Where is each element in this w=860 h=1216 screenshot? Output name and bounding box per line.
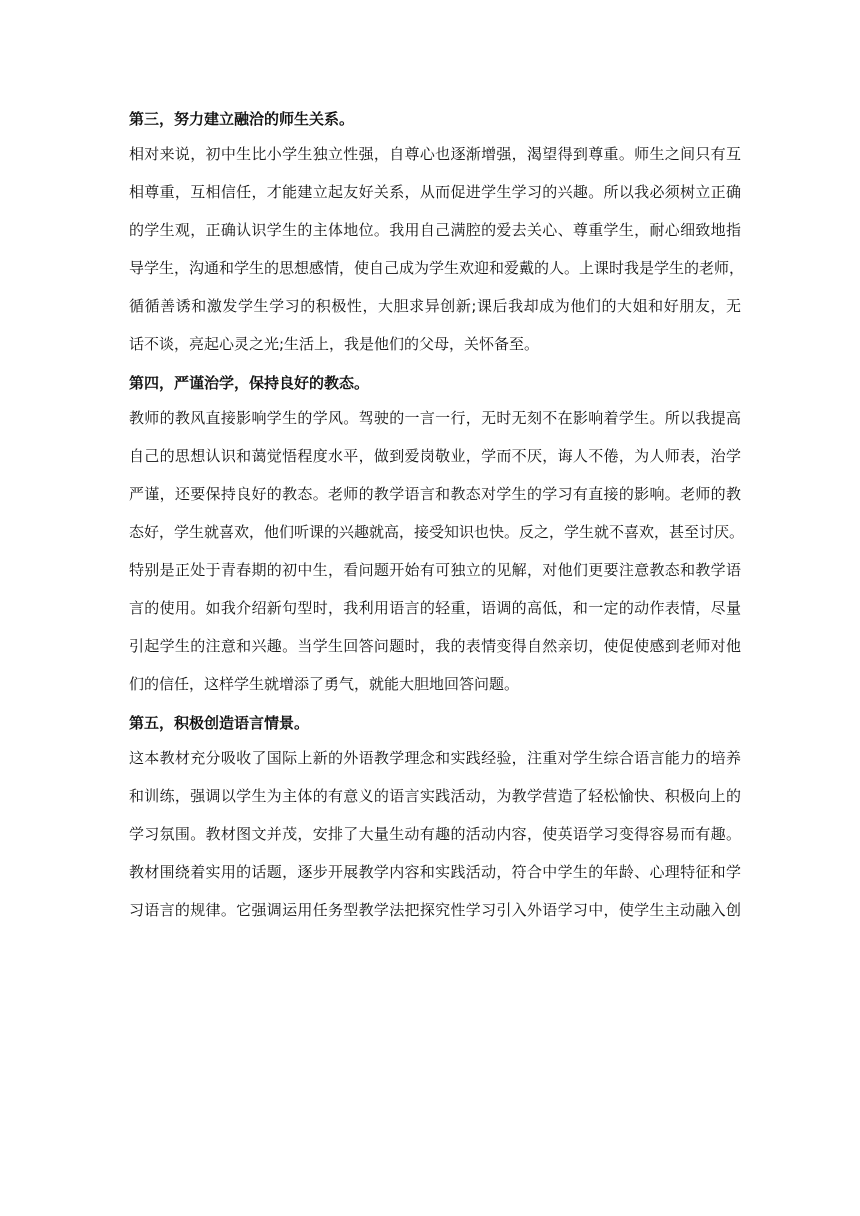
paragraph-line: 教材围绕着实用的话题，逐步开展教学内容和实践活动，符合中学生的年龄、心理特征和学 (129, 863, 741, 881)
paragraph-line: 引起学生的注意和兴趣。当学生回答问题时，我的表情变得自然亲切，使促使感到老师对他 (129, 637, 741, 655)
paragraph-line: 学习氛围。教材图文并茂，安排了大量生动有趣的活动内容，使英语学习变得容易而有趣。 (129, 825, 741, 843)
section-paragraph (129, 144, 745, 354)
paragraph-line: 态好，学生就喜欢，他们听课的兴趣就高，接受知识也快。反之，学生就不喜欢，甚至讨厌。 (129, 523, 745, 541)
section-3 (129, 108, 745, 354)
section-paragraph (129, 748, 741, 920)
section-4 (129, 372, 745, 694)
paragraph-line: 教师的教风直接影响学生的学风。驾驶的一言一行，无时无刻不在影响着学生。所以我提高 (129, 409, 741, 427)
paragraph-line: 循循善诱和激发学生学习的积极性，大胆求异创新;课后我却成为他们的大姐和好朋友，无 (129, 297, 741, 315)
paragraph-line: 习语言的规律。它强调运用任务型教学法把探究性学习引入外语学习中，使学生主动融入创 (129, 901, 741, 919)
paragraph-line: 话不谈，亮起心灵之光;生活上，我是他们的父母，关怀备至。 (129, 335, 540, 353)
paragraph-line: 和训练，强调以学生为主体的有意义的语言实践活动，为教学营造了轻松愉快、积极向上的 (129, 787, 741, 805)
paragraph-line: 的学生观，正确认识学生的主体地位。我用自己满腔的爱去关心、尊重学生，耐心细致地指 (129, 221, 741, 239)
section-5 (129, 712, 741, 920)
paragraph-line: 自己的思想认识和蔼觉悟程度水平，做到爱岗敬业，学而不厌，诲人不倦，为人师表，治学 (129, 447, 741, 465)
paragraph-line: 特别是正处于青春期的初中生，看问题开始有可独立的见解，对他们更要注意教态和教学语 (129, 561, 741, 579)
paragraph-line: 这本教材充分吸收了国际上新的外语教学理念和实践经验，注重对学生综合语言能力的培养 (129, 749, 741, 767)
section-heading: 第四，严谨治学，保持良好的教态。 (129, 374, 370, 392)
paragraph-line: 相对来说，初中生比小学生独立性强，自尊心也逐渐增强，渴望得到尊重。师生之间只有互 (129, 145, 741, 163)
paragraph-line: 相尊重，互相信任，才能建立起友好关系，从而促进学生学习的兴趣。所以我必须树立正确 (129, 183, 741, 201)
paragraph-line: 严谨，还要保持良好的教态。老师的教学语言和教态对学生的学习有直接的影响。老师的教 (129, 485, 741, 503)
section-heading: 第三，努力建立融洽的师生关系。 (129, 110, 355, 128)
document-page (129, 108, 745, 938)
paragraph-line: 导学生，沟通和学生的思想感情，使自己成为学生欢迎和爱戴的人。上课时我是学生的老师， (129, 259, 745, 277)
section-heading: 第五，积极创造语言情景。 (129, 714, 310, 732)
section-paragraph (129, 408, 745, 694)
paragraph-line: 言的使用。如我介绍新句型时，我利用语言的轻重，语调的高低，和一定的动作表情，尽量 (129, 599, 741, 617)
paragraph-line: 们的信任，这样学生就增添了勇气，就能大胆地回答问题。 (129, 675, 520, 693)
